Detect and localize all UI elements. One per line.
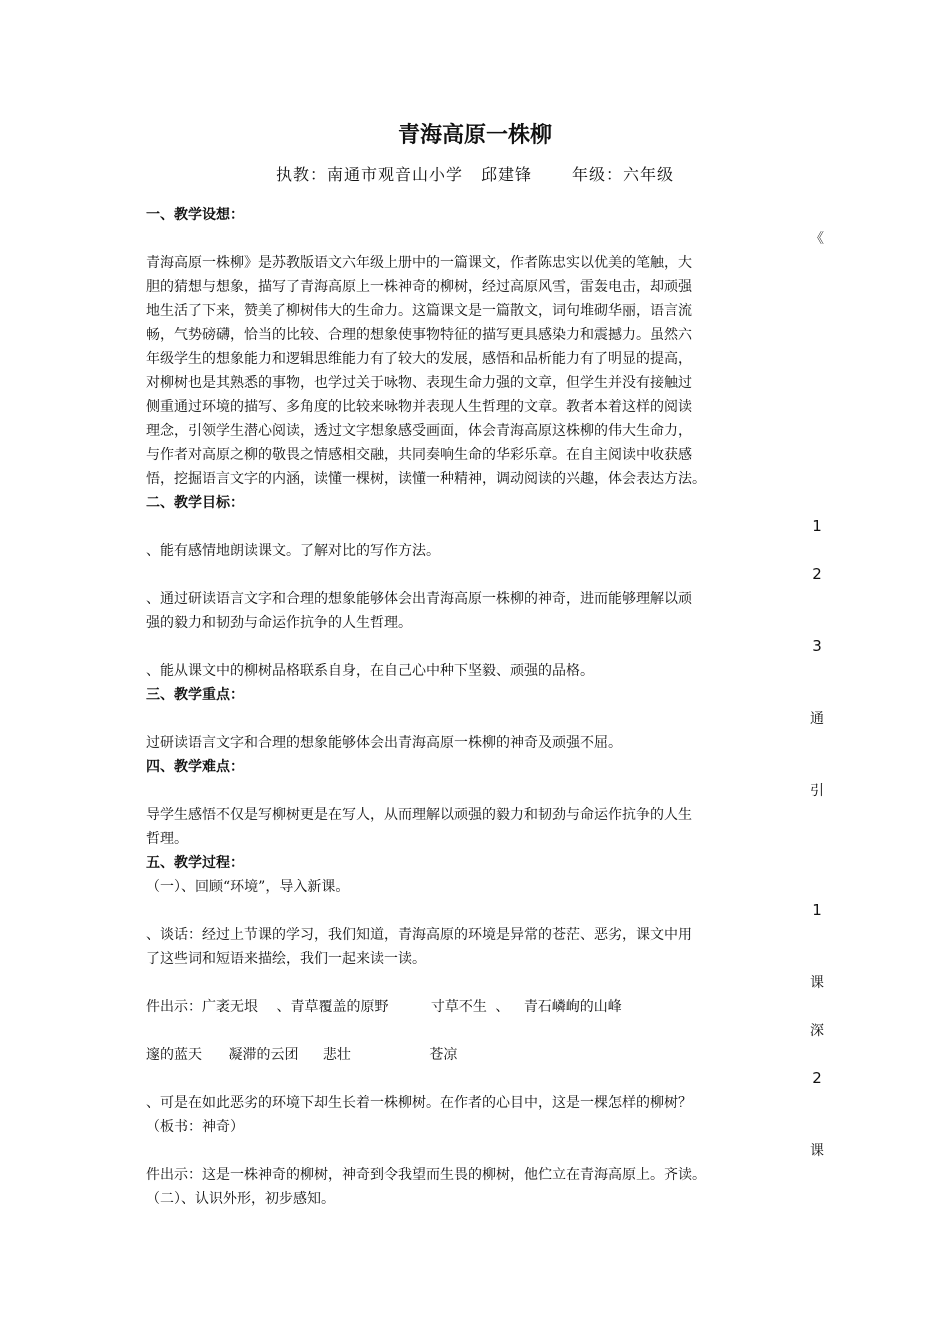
item-number: 2 (812, 1069, 822, 1087)
paragraph-line: 哲理。 (146, 831, 188, 847)
courseware-phrase: 寸草不生 (430, 999, 487, 1015)
courseware-line (146, 1044, 457, 1066)
margin-mark: 课 (810, 1143, 824, 1159)
item-number: 1 (812, 517, 822, 535)
paragraph-line: 导学生感悟不仅是写柳树更是在写人，从而理解以顽强的毅力和韧劲与命运作抗争的人生 (146, 807, 692, 823)
item-number: 2 (812, 565, 822, 583)
item-number: 1 (812, 901, 822, 919)
subsection-heading: （二）、认识外形，初步感知。 (146, 1191, 335, 1207)
margin-mark: 《 (810, 231, 824, 247)
goal-line: 、能有感情地朗读课文。了解对比的写作方法。 (146, 543, 440, 559)
section-heading: 一、教学设想： (146, 207, 244, 223)
courseware-phrase: 件出示：广袤无垠 (146, 999, 258, 1015)
courseware-phrase: 凝滞的云团 (228, 1047, 299, 1063)
grade: 年级：六年级 (572, 165, 675, 184)
courseware-phrase: 苍凉 (429, 1047, 458, 1063)
courseware-phrase: 、青草覆盖的原野 (276, 999, 389, 1015)
paragraph-line: 过研读语言文字和合理的想象能够体会出青海高原一株柳的神奇及顽强不屈。 (146, 735, 622, 751)
paragraph-line: 、谈话：经过上节课的学习，我们知道，青海高原的环境是异常的苍茫、恶劣，课文中用 (146, 927, 692, 943)
paragraph-line: 理念，引领学生潜心阅读，透过文字想象感受画面，体会青海高原这株柳的伟大生命力， (146, 423, 692, 439)
paragraph-line: 胆的猜想与想象，描写了青海高原上一株神奇的柳树，经过高原风雪，雷轰电击，却顽强 (146, 279, 692, 295)
paragraph-line: 、可是在如此恶劣的环境下却生长着一株柳树。在作者的心目中，这是一棵怎样的柳树？ (146, 1095, 692, 1111)
paragraph-line: 悟，挖掘语言文字的内涵，读懂一棵树，读懂一种精神，调动阅读的兴趣，体会表达方法。 (146, 471, 706, 487)
paragraph-line: 地生活了下来，赞美了柳树伟大的生命力。这篇课文是一篇散文，词句堆砌华丽，语言流 (146, 303, 692, 319)
goal-line: 强的毅力和韧劲与命运作抗争的人生哲理。 (146, 615, 412, 631)
paragraph-line: 了这些词和短语来描绘，我们一起来读一读。 (146, 951, 426, 967)
subsection-heading: （一）、回顾“环境”，导入新课。 (146, 879, 350, 895)
paragraph-line: 年级学生的想象能力和逻辑思维能力有了较大的发展，感悟和品析能力有了明显的提高， (146, 351, 692, 367)
courseware-phrase: 邃的蓝天 (146, 1047, 202, 1063)
teacher-school: 执教：南通市观音山小学 (275, 165, 463, 184)
paragraph-line: 青海高原一株柳》是苏教版语文六年级上册中的一篇课文，作者陈忠实以优美的笔触，大 (146, 255, 692, 271)
courseware-line: 件出示：这是一株神奇的柳树，神奇到令我望而生畏的柳树，他伫立在青海高原上。齐读。 (146, 1167, 706, 1183)
section-heading: 五、教学过程： (146, 855, 244, 871)
margin-mark: 深 (810, 1023, 824, 1039)
courseware-line (146, 996, 622, 1018)
paragraph-line: 对柳树也是其熟悉的事物，也学过关于咏物、表现生命力强的文章，但学生并没有接触过 (146, 375, 692, 391)
teacher-name: 邱建锋 (480, 165, 532, 184)
page-title: 青海高原一株柳 (397, 123, 552, 148)
item-number: 3 (812, 637, 822, 655)
paragraph-line: （板书：神奇） (146, 1119, 244, 1135)
goal-line: 、能从课文中的柳树品格联系自身，在自己心中种下坚毅、顽强的品格。 (146, 663, 594, 679)
margin-mark: 课 (810, 975, 824, 991)
courseware-phrase: 、 (495, 999, 510, 1015)
paragraph-line: 畅，气势磅礴，恰当的比较、合理的想象使事物特征的描写更具感染力和震撼力。虽然六 (146, 327, 692, 343)
section-heading: 三、教学重点： (146, 687, 244, 703)
courseware-phrase: 悲壮 (322, 1047, 351, 1063)
paragraph-line: 与作者对高原之柳的敬畏之情感相交融，共同奏响生命的华彩乐章。在自主阅读中收获感 (146, 447, 692, 463)
author-line (0, 162, 950, 185)
paragraph-line: 侧重通过环境的描写、多角度的比较来咏物并表现人生哲理的文章。教者本着这样的阅读 (146, 399, 692, 415)
courseware-phrase: 青石嶙峋的山峰 (523, 999, 622, 1015)
margin-mark: 通 (810, 711, 824, 727)
section-heading: 二、教学目标： (146, 495, 244, 511)
goal-line: 、通过研读语言文字和合理的想象能够体会出青海高原一株柳的神奇，进而能够理解以顽 (146, 591, 692, 607)
section-heading: 四、教学难点： (146, 759, 244, 775)
margin-mark: 引 (810, 783, 824, 799)
